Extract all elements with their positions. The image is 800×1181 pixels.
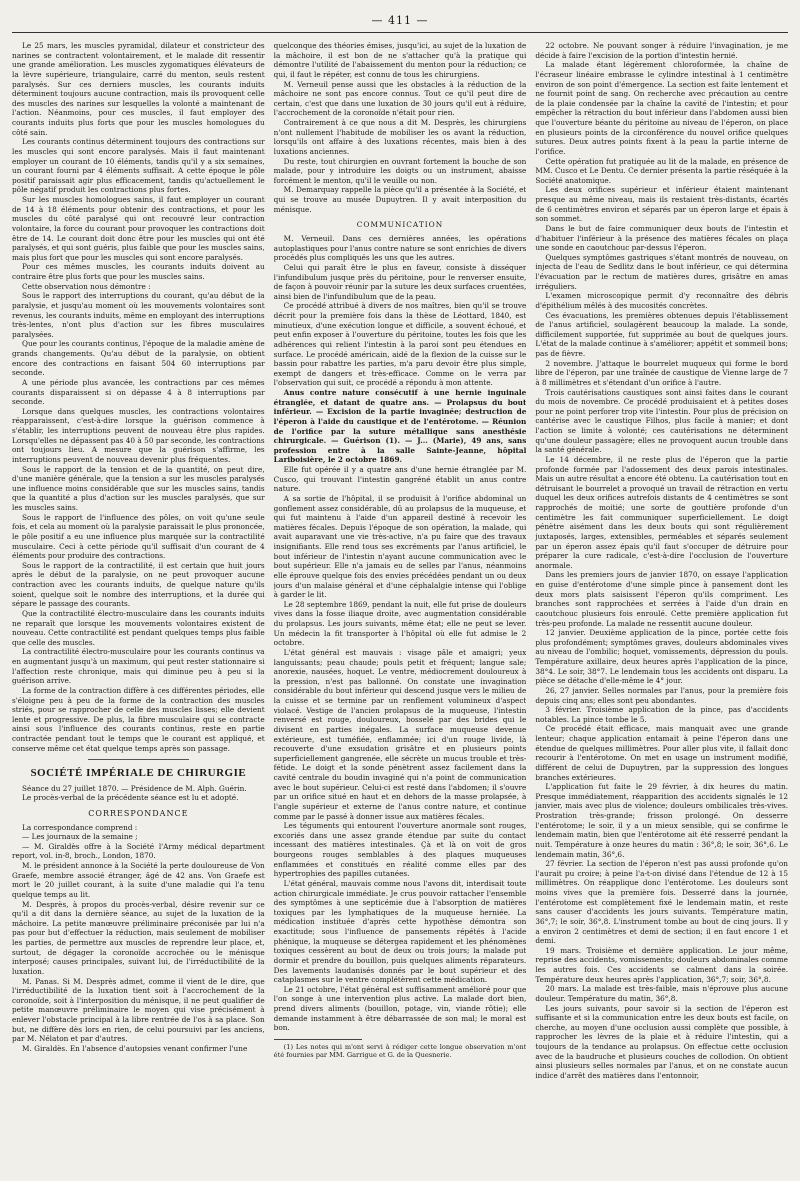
paragraph: A sa sortie de l'hôpital, il se produisit à l'orifice abdominal un gonflement assez considérable, dû au prolapsus de la muqueuse, et qui fut maintenu à l'aide d'un appareil destiné à recevoir les matières fécales. Depuis l'époque de son opération, la malade, qui avait auparavant une vie très-active, n'a pu faire que des travaux insignifiants. Elle rend tous ses excréments par l'anus artificiel, le bout inférieur de l'intestin n'ayant aucune communication avec le bout supérieur. Elle n'a jamais eu de selles par l'anus, néanmoins elle éprouve quelque fois des envies précédées pendant un ou deux jours d'un malaise général et d'une céphalalgie intense qui l'oblige à garder le lit.: [273, 493, 527, 600]
paragraph: L'examen microscopique permit d'y reconnaître des débris d'épithélium mêlés à des mucosités concrètes.: [535, 291, 788, 310]
text-columns: [12, 41, 788, 1181]
paragraph: 2 novembre. J'attaque le bourrelet muqueux qui forme le bord libre de l'éperon, par une traînée de caustique de Vienne large de 7 à 8 millimètres et s'étendant d'un orifice à l'autre.: [535, 358, 788, 387]
paragraph: Les téguments qui entourent l'ouverture anormale sont rouges, excoriés dans une assez grande étendue par suite du contact incessant des matières intestinales. Çà et là on voit de gros bourgeons rouges semblables à des plaques muqueuses enflammées et constitués en réalité comme elles par des hypertrophies des papilles cutanées.: [273, 821, 527, 879]
paragraph: Pour ces mêmes muscles, les courants induits doivent au contraire être plus forts que pour les muscles sains.: [12, 262, 265, 281]
paragraph: 20 mars. La malade est très-faible, mais n'éprouve plus aucune douleur. Température du matin, 36°,8.: [535, 984, 788, 1003]
paragraph: Ce procédé était efficace, mais manquait avec une grande lenteur; chaque application entamait à peine l'éperon dans une étendue de quelques millimètres. Pour aller plus vite, il fallait donc recourir à l'entérotome. On met en usage un instrument modifié, différent de celui de Dupuytren, par la suppression des longues branches extérieures.: [535, 724, 788, 782]
society-title: SOCIÉTÉ IMPÉRIALE DE CHIRURGIE: [30, 767, 247, 780]
column-middle: [274, 41, 527, 1181]
paragraph: M. Verneuil pense aussi que les obstacles à la réduction de la mâchoire ne sont pas encore connus. Tout ce qu'il peut dire de certain, c'est que dans une luxation de 30 jours qu'il eut à réduire, l'accrochement de la coronoïde n'était pour rien.: [273, 79, 527, 118]
paragraph: Elle fut opérée il y a quatre ans d'une hernie étranglée par M. Cusco, qui trouvant l'intestin gangréné établit un anus contre nature.: [273, 465, 527, 494]
paragraph: Contrairement à ce que nous a dit M. Desprès, les chirurgiens n'ont nullement l'habitude de mobiliser les os avant la réduction, lorsqu'ils ont affaire à des luxations récentes, mais bien à des luxations anciennes.: [273, 118, 527, 156]
paragraph: M. Panas. Si M. Desprès admet, comme il vient de le dire, que l'irréductibilité de la luxation tient soit à l'accrochement de la coronoïde, soit à l'interposition du ménisque, il ne peut qualifier de petite manœuvre préliminaire le moyen qui vise précisément à enlever l'obstacle principal à la libre rentrée de l'os à sa place. Son but, ne diffère dès lors en rien, de celui poursuivi par les anciens, par M. Nélaton et par d'autres.: [12, 976, 265, 1044]
footnote: (1) Les notes qui m'ont servi à rédiger cette longue observation m'ont été fournies par MM. Garrigue et G. de la Quesnerie.: [273, 1042, 527, 1060]
paragraph: L'application fut faite le 29 février, à dix heures du matin. Presque immédiatement, réapparition des accidents signalés le 12 janvier, mais avec plus de violence; douleurs ombilicales très-vives. Prostration très-grande; frisson prolongé. On desserre l'entérotome; le soir, il y a un mieux sensible, qui se confirme le lendemain matin, bien que l'entérotome ait été resserré pendant la nuit. Température à onze heures du matin : 36°,8; le soir, 36°,6. Le lendemain matin, 36°,6.: [535, 782, 788, 859]
paragraph: 22 octobre. Ne pouvant songer à réduire l'invagination, je me décide à faire l'excision de la portion d'intestin hernié.: [535, 41, 788, 60]
paragraph: Quelques symptômes gastriques s'étant montrés de nouveau, on injecta de l'eau de Sedlitz dans le bout inférieur, ce qui détermina l'évacuation par le rectum de matières dures, grisâtre en amas irréguliers.: [535, 252, 788, 291]
column-left: [12, 41, 265, 1181]
paragraph: 26, 27 janvier. Selles normales par l'anus, pour la première fois depuis cinq ans; elles sont peu abondantes.: [535, 685, 788, 705]
case-heading: Anus contre nature consécutif à une hernie inguinale étranglée, et datant de quatre ans. — Prolapsus du bout inférieur. — Excision de la partie invaginée; destruction de l'éperon à l'aide du caustique et de l'entérotome. — Réunion de l'orifice par la suture métallique sans anesthésie chirurgicale. — Guérison (1). — J... (Marie), 49 ans, sans profession entre à la salle Sainte-Jeanne, hôpital Lariboisière, le 2 octobre 1869.: [273, 388, 527, 465]
paragraph: Le 14 décembre, il ne reste plus de l'éperon que la partie profonde formée par l'adossement des deux parois intestinales. Mais un autre résultat a encore été obtenu. La cautérisation tout en détruisant le bourrelet a provoqué un travail de rétraction en vertu duquel les deux orifices autrefois distants de 4 centimètres se sont rapprochés de moitié; une sorte de gouttière profonde d'un centimètre les fait communiquer superficiellement. Le doigt pénètre aisément dans les deux bouts qui sont régulièrement juxtaposés, larges, extensibles, perméables et séparés seulement par un éperon assez épais qu'il faut s'occuper de détruire pour préparer la cure radicale, c'est-à-dire l'occlusion de l'ouverture anormale.: [535, 454, 788, 570]
paragraph: Les courants continus déterminent toujours des contractions sur les muscles qui sont encore paralysés. Mais il faut maintenant employer un courant de 10 éléments, tandis qu'il y a six semaines, un courant fourni par 4 éléments suffisait. A cette époque le pôle positif paraissait agir plus efficacement, tandis qu'actuellement le pôle négatif produit les contractions plus fortes.: [12, 137, 265, 195]
paragraph: Sur les muscles homologues sains, il faut employer un courant de 14 à 18 éléments pour obtenir des contractions, et pour les muscles du côté paralysé qui ont recouvré leur contraction volontaire, la force du courant pour provoquer les contractions doit être de 14. Le courant doit donc être pour les muscles qui ont été paralysés, et qui sont guéris, plus faible que pour les muscles sains, mais plus fort que pour les muscles qui sont encore paralysés.: [12, 195, 265, 262]
paragraph: 19 mars. Troisième et dernière application. Le jour même, reprise des accidents, vomissements; douleurs abdominales comme les autres fois. Ces accidents se calment dans la soirée. Température deux heures après l'application, 36°,7; soir, 36°,8.: [535, 945, 788, 984]
paragraph: Sous le rapport de la contractilité, il est certain que huit jours après le début de la paralysie, on ne peut provoquer aucune contraction avec les courants induits, de quelque nature qu'ils soient, quelque soit le nombre des interruptions, et la durée qui sépare le passage des courants.: [12, 560, 265, 609]
paragraph: L'état général est mauvais : visage pâle et amaigri; yeux languissants; peau chaude; pouls petit et fréquent; langue sale; anorexie, nausées, hoquet. Le ventre, médiocrement douloureux à la pression, n'est pas ballonné. On constate une invagination considérable du bout inférieur qui descend jusque vers le milieu de la cuisse et se termine par un renflement volumineux d'aspect violacé. Vestige de l'ancien prolapsus de la muqueuse, l'intestin renversé est rouge, douloureux, bosselé par des brides qui le divisent en parties inégales. La surface muqueuse devenue extérieure, est tuméfiée, enflammée; ici d'un rouge livide, là recouverte d'une exsudation grisâtre et en plusieurs points superficiellement gangrenée, elle sécrète un mucus trouble et très-fétide. Le doigt et la sonde pénètrent assez facilement dans la cavité centrale du boudin invaginé qui n'a point de communication avec le bout supérieur. Celui-ci est resté dans l'abdomen; il s'ouvre par un orifice situé en haut et en dehors de la masse prolapsée, à l'angle supérieur et externe de l'anus contre nature, et continue comme par le passé à donner issue aux matières fécales.: [273, 647, 527, 821]
paragraph: — Les journaux de la semaine ;: [22, 832, 138, 842]
paragraph: Les deux orifices supérieur et inférieur étaient maintenant presque au même niveau, mais ils restaient très-distants, écartés de 6 centimètres environ et séparés par un éperon large et épais à son sommet.: [535, 185, 788, 224]
paragraph: Dans les premiers jours de janvier 1870, on essaye l'application en guise d'entérotome d'une simple pince à pansement dont les deux mors plats saisissent l'éperon qu'ils compriment. Les branches sont rapprochées et serrées à l'aide d'un drain en caoutchouc plusieurs fois enroulé. Cette première application fut très-peu profonde. La malade ne ressentit aucune douleur.: [535, 570, 788, 628]
paragraph: Du reste, tout chirurgien en ouvrant fortement la bouche de son malade, pour y introduire les doigts ou un instrument, abaisse forcément le menton, qu'il le veuille ou non.: [273, 156, 527, 185]
paragraph: M. Giraldès. En l'absence d'autopsies venant confirmer l'une: [22, 1043, 248, 1053]
correspondence-heading: CORRESPONDANCE: [88, 809, 189, 819]
session-line: Séance du 27 juillet 1870. — Présidence de M. Alph. Guérin.: [22, 783, 247, 793]
separator-line: [88, 759, 189, 760]
paragraph: quelconque des théories émises, jusqu'ici, au sujet de la luxation de la mâchoire, il est bon de ne s'attacher qu'à la pratique qui démontre l'utilité de l'abaissement du menton pour la réduction; ce qui, il faut le répéter, est connu de tous les chirurgiens.: [273, 41, 527, 79]
paragraph: Le procès-verbal de la précédente séance est lu et adopté.: [22, 793, 239, 803]
paragraph: La malade étant légèrement chloroformée, la chaîne de l'écraseur linéaire embrasse le cylindre intestinal à 1 centimètre environ de son point d'émergence. La section est faite lentement et ne fournit point de sang. On recherche avec précaution au centre de la plaie condensée par la chaîne la cavité de l'intestin; et pour empêcher la rétraction du bout inférieur dans l'abdomen aussi bien que l'ouverture béante du péritoine au niveau de l'éperon, on place en plusieurs points de la circonférence du nouvel orifice quelques sutures. Deux autres points fixent à la peau la partie interne de l'orifice.: [535, 60, 788, 156]
column-right: [535, 41, 788, 1181]
page-number: — 411 —: [371, 14, 429, 27]
paragraph: Ces évacuations, les premières obtenues depuis l'établissement de l'anus artificiel, soulagèrent beaucoup la malade. La sonde, difficilement supportée, fut supprimée au bout de quelques jours. L'état de la malade continue à s'améliorer; appétit et sommeil bons; pas de fièvre.: [535, 310, 788, 358]
paragraph: Que pour les courants continus, l'époque de la maladie amène de grands changements. Qu'au début de la paralysie, on obtient encore des contractions en faisant 504 60 interruptions par seconde.: [12, 339, 265, 378]
paragraph: L'état général, mauvais comme nous l'avons dit, interdisait toute action chirurgicale immédiate. Je crus pouvoir rattacher l'ensemble des symptômes à une septicémie due à l'absorption de matières toxiques par les lymphatiques de la muqueuse herniée. La médication instituée d'après cette hypothèse démontra son exactitude; sous l'influence de pansements répétés à l'acide phénique, la muqueuse se détergea rapidement et les phénomènes toxiques cessèrent au bout de deux ou trois jours; la malade put dormir et prendre du bouillon, puis quelques aliments réparateurs. Des lavements laudanisés donnés par le bout supérieur et des cataplasmes sur le ventre complétèrent cette médication.: [273, 878, 527, 985]
paragraph: Lorsque dans quelques muscles, les contractions volontaires réapparaissent, c'est-à-dire lorsque la guérison commence à s'établir, les interruptions peuvent de nouveau être plus rapides. Lorsqu'elles ne dépassent pas 40 à 50 par seconde, les contractions ont toujours lieu. A mesure que la guérison s'affirme, les interruptions peuvent de nouveau devenir plus fréquentes.: [12, 406, 265, 464]
paragraph: Ce procédé attribué à divers de nos maîtres, bien qu'il se trouve décrit pour la première fois dans la thèse de Léottard, 1840, est minutieux, d'une exécution longue et difficile, a souvent échoué, et peut enfin exposer à l'ouverture du péritoine, toutes les fois que les adhérences qui relient l'intestin à la paroi sont peu étendues en surface. Le procédé américain, aidé de la flexion de la cuisse sur le bassin pour rabattre les parties, m'a paru devoir être plus simple, exempt de dangers et très-efficace. Comme on le verra par l'observation qui suit, ce procédé a répondu à mon attente.: [273, 301, 527, 388]
paragraph: Le 25 mars, les muscles pyramidal, dilateur et constricteur des narines se contractent volontairement, et le malade dit ressentir une grande amélioration. Les muscles zygomatiques élévateurs de la lèvre supérieure, triangulaire, carré du menton, seuls restent paralysés. Sur ces derniers muscles, les courants induits déterminent toujours aucune contraction, mais ils provoquent celle des muscles des narines sur lesquelles la volonté a maintenant de l'action. Néanmoins, pour ces muscles, il faut employer des courants induits plus forts que pour les muscles homologues du côté sain.: [12, 41, 265, 137]
paragraph: Cette observation nous démontre :: [22, 281, 151, 291]
paragraph: Sous le rapport de l'influence des pôles, on voit qu'une seule fois, et cela au moment où la paralysie paraissait le plus prononcée, le pôle positif a eu une influence plus marquée sur la contractilité musculaire. Ceci à cette période qu'il suffisait d'un courant de 4 éléments pour produire des contractions.: [12, 512, 265, 561]
communication-heading: COMMUNICATION: [356, 220, 444, 230]
header-rule: [12, 32, 788, 33]
paragraph: Le 28 septembre 1869, pendant la nuit, elle fut prise de douleurs vives dans la fosse iliaque droite, avec augmentation considérable du prolapsus. Les jours suivants, même état; elle ne peut se lever. Un médecin la fit transporter à l'hôpital où elle fut admise le 2 octobre.: [273, 599, 527, 648]
paragraph: Dans le but de faire communiquer deux bouts de l'intestin et d'habituer l'inférieur à la présence des matières fécales on plaça une sonde en caoutchouc par-dessus l'éperon.: [535, 223, 788, 253]
paragraph: La contractilité électro-musculaire pour les courants continus va en augmentant jusqu'à un maximum, qui peut rester stationnaire si l'affection reste chronique, mais qui diminue peu à peu si la guérison arrive.: [12, 647, 265, 686]
paragraph: Sous le rapport des interruptions du courant, qu'au début de la paralysie, et jusqu'au moment où les mouvements volontaires sont revenus, les courants induits, même en employant des interruptions très-lentes, n'ont plus d'action sur les fibres musculaires paralysées.: [12, 291, 265, 339]
paragraph: M. le président annonce à la Société la perte douloureuse de Von Graefe, membre associé étranger, âgé de 42 ans. Von Graefe est mort le 20 juillet courant, à la suite d'une maladie qui l'a tenu quelque temps au lit.: [12, 861, 265, 899]
paragraph: 27 février. La section de l'éperon n'est pas aussi profonde qu'on l'aurait pu croire; à peine l'a-t-on divisé dans l'étendue de 12 à 15 millimètres. On réapplique donc l'entérotome. Les douleurs sont moins vives que la première fois. Desserré dans la journée, l'entérotome est complètement fixé le lendemain matin, et reste sans causer d'accidents les jours suivants. Température matin, 36°,7; le soir, 36°,8. L'instrument tombe au bout de cinq jours. Il y a environ 2 centimètres et demi de section; il en faut encore 1 et demi.: [535, 859, 788, 946]
paragraph: 3 février. Troisième application de la pince, pas d'accidents notables. La pince tombe le 5.: [535, 705, 788, 724]
paragraph: Les jours suivants, pour savoir si la section de l'éperon est suffisante et si la communication entre les deux bouts est facile, on cherche, au moyen d'une occlusion aussi complète que possible, à rapprocher les lèvres de la plaie et à réduire l'intestin, qui a toujours de la tendance au prolapsus. On effectue cette occlusion avec de la baudruche et plusieurs couches de collodion. On obtient ainsi plusieurs selles normales par l'anus, et on ne constate aucun indice d'arrêt des matières dans l'entonnoir,: [535, 1003, 788, 1080]
paragraph: M. Verneuil. Dans ces dernières années, les opérations autoplastiques pour l'anus contre nature se sont enrichies de divers procédés plus compliqués les uns que les autres.: [273, 234, 527, 263]
footnote-rule: [274, 1039, 362, 1040]
paragraph: Sous le rapport de la tension et de la quantité, on peut dire, d'une manière générale, que la tension a sur les muscles paralysés une influence moins considérable que sur les muscles sains, tandis que la quantité a plus d'action sur les muscles paralysés, que sur les muscles sains.: [12, 464, 265, 512]
section-separator: [12, 759, 265, 760]
paragraph: Que la contractilité électro-musculaire dans les courants induits ne reparaît que lorsque les mouvements volontaires existent de nouveau. Cette contractilité est pendant quelques temps plus faible que celle des muscles.: [12, 608, 265, 647]
paragraph: 12 janvier. Deuxième application de la pince, portée cette fois plus profondément; symptômes graves, douleurs abdominales vives au niveau de l'ombilic; hoquet, vomissements, dépression du pouls. Température axillaire, deux heures après l'application de la pince, 38°4. Le soir, 38°7. Le lendemain tous les accidents ont disparu. La pièce se détache d'elle-même le 4° jour.: [535, 628, 788, 686]
paragraph: — M. Giraldès offre à la Société l'Army médical department report, vol. in-8, broch., London, 1870.: [12, 841, 265, 861]
paragraph: M. Desprès, à propos du procès-verbal, désire revenir sur ce qu'il a dit dans la dernière séance, au sujet de la luxation de la mâchoire. La petite manœuvre préliminaire préconisée par lui n'a pas pour but d'effectuer la réduction, mais seulement de mobiliser les parties, de permettre aux muscles de reprendre leur place, et, surtout, de dégager la coronoïde accrochée ou le ménisque interposé; causes principales, suivant lui, de l'irréductibilité de la luxation.: [12, 899, 265, 976]
paragraph: Le 21 octobre, l'état général est suffisamment amélioré pour que l'on songe à une intervention plus active. La malade dort bien, prend divers aliments (bouillon, potage, vin, viande rôtie); elle demande instamment à être débarrassée de son mal; le moral est bon.: [273, 984, 527, 1033]
paragraph: M. Demarquay rappelle la pièce qu'il a présentée à la Société, et qui se trouve au musée Dupuytren. Il y avait interposition du ménisque.: [273, 185, 527, 214]
paragraph: La forme de la contraction diffère à ces différentes périodes, elle s'éloigne peu à peu de la forme de la contraction des muscles striés, pour se rapprocher de celle des muscles lisses; elle devient lente et progressive. De plus, la fibre musculaire qui se contracte ainsi sous l'influence des courants continus, reste en partie contractée pendant tout le temps que le courant est appliqué, et conserve même cet état quelque temps après son passage.: [12, 685, 265, 753]
paragraph: Cette opération fut pratiquée au lit de la malade, en présence de MM. Cusco et Le Dentu. Ce dernier présenta la partie réséquée à la Société anatomique.: [535, 156, 788, 185]
paragraph: Trois cautérisations caustiques sont ainsi faites dans le courant du mois de novembre. Ce procédé produisaient et à petites doses pour ne point perforer trop vite l'intestin. Pour plus de précision on cantérise avec le caustique Filhos, plus facile à manier; et dont l'action se limite à volonté; ces cautérisations ne déterminent qu'une douleur passagère; elles ne provoquent aucun trouble dans la santé générale.: [535, 387, 788, 455]
paragraph: Celui qui paraît être le plus en faveur, consiste à disséquer l'infundibulum jusque près du péritoine, pour le renverser ensuite, de façon à pouvoir réunir par la suture les deux surfaces cruentées, ainsi bien de l'infundibulum que de la peau.: [273, 262, 527, 301]
paragraph: A une période plus avancée, les contractions par ces mêmes courants disparaissent si on dépasse 4 à 8 interruptions par seconde.: [12, 377, 265, 407]
paragraph: La correspondance comprend :: [22, 822, 138, 832]
